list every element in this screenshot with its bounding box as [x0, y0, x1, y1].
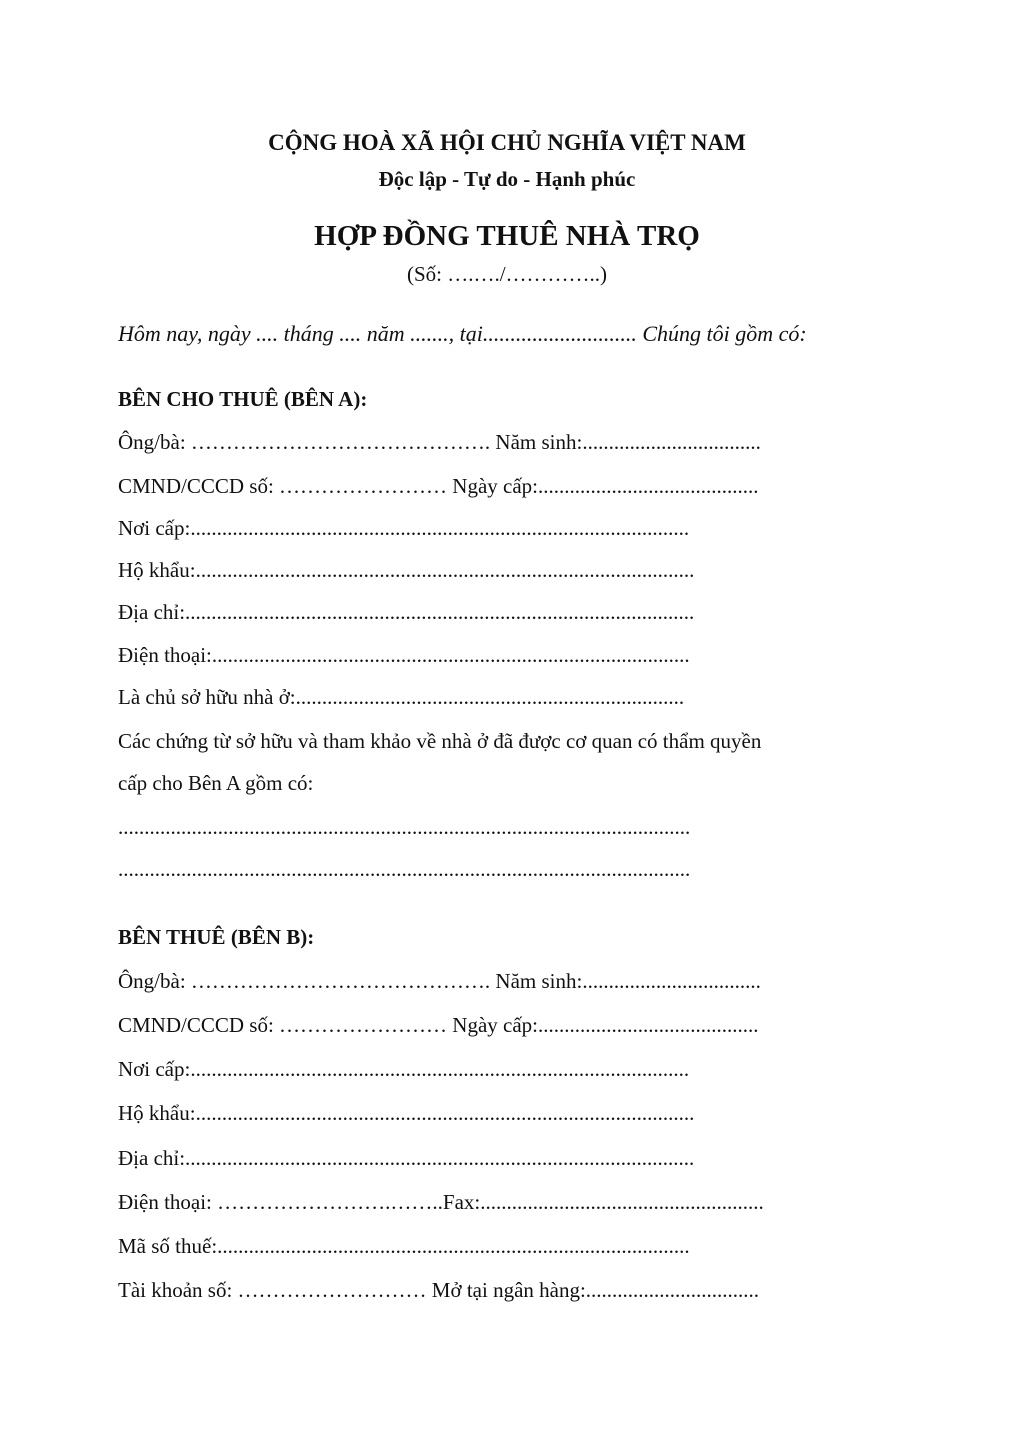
national-motto: Độc lập - Tự do - Hạnh phúc [378, 167, 636, 191]
party-a-documents-line: Các chứng từ sở hữu và tham khảo về nhà ở đã được cơ quan có thẩm quyền [118, 729, 762, 753]
contract-title: HỢP ĐỒNG THUÊ NHÀ TRỌ [314, 220, 700, 252]
party-b-bank-account-line: Tài khoản số: ……………………… Mở tại ngân hàng:................................. [118, 1278, 760, 1302]
party-a-documents-line-2: cấp cho Bên A gồm có: [118, 771, 314, 795]
party-a-phone-line: Điện thoại:........................................................................................... [118, 643, 690, 667]
party-b-id-line: CMND/CCCD số: …………………… Ngày cấp:.......................................... [118, 1013, 759, 1037]
party-a-name-line: Ông/bà: ……………………………………. Năm sinh:.................................. [118, 430, 761, 454]
party-a-heading: BÊN CHO THUÊ (BÊN A): [118, 387, 368, 411]
party-b-heading: BÊN THUÊ (BÊN B): [118, 925, 315, 949]
intro-line: Hôm nay, ngày .... tháng .... năm ......., tại............................ Chúng tôi gồm có: [118, 321, 807, 346]
party-a-id-line: CMND/CCCD số: …………………… Ngày cấp:.......................................... [118, 474, 759, 498]
contract-number: (Số: ….…./…………..) [406, 262, 608, 286]
nation-header: CỘNG HOÀ XÃ HỘI CHỦ NGHĨA VIỆT NAM [268, 130, 746, 155]
party-a-blank-line-2: ............................................................................................................. [118, 857, 691, 881]
party-a-blank-line-1: ............................................................................................................. [118, 815, 691, 839]
party-b-address-line: Địa chỉ:................................................................................................. [118, 1146, 695, 1170]
party-b-household-line: Hộ khẩu:............................................................................................... [118, 1101, 695, 1125]
party-a-address-line: Địa chỉ:................................................................................................. [118, 600, 695, 624]
party-b-tax-code-line: Mã số thuế:.......................................................................................... [118, 1234, 690, 1258]
party-a-household-line: Hộ khẩu:............................................................................................... [118, 558, 695, 582]
party-b-issue-place-line: Nơi cấp:............................................................................................... [118, 1057, 690, 1081]
party-b-name-line: Ông/bà: ……………………………………. Năm sinh:.................................. [118, 969, 761, 993]
party-b-phone-fax-line: Điện thoại: …………………….……..Fax:...................................................... [118, 1190, 764, 1214]
party-a-issue-place-line: Nơi cấp:............................................................................................... [118, 516, 690, 540]
party-a-owner-line: Là chủ sở hữu nhà ở:.......................................................................... [118, 685, 685, 709]
